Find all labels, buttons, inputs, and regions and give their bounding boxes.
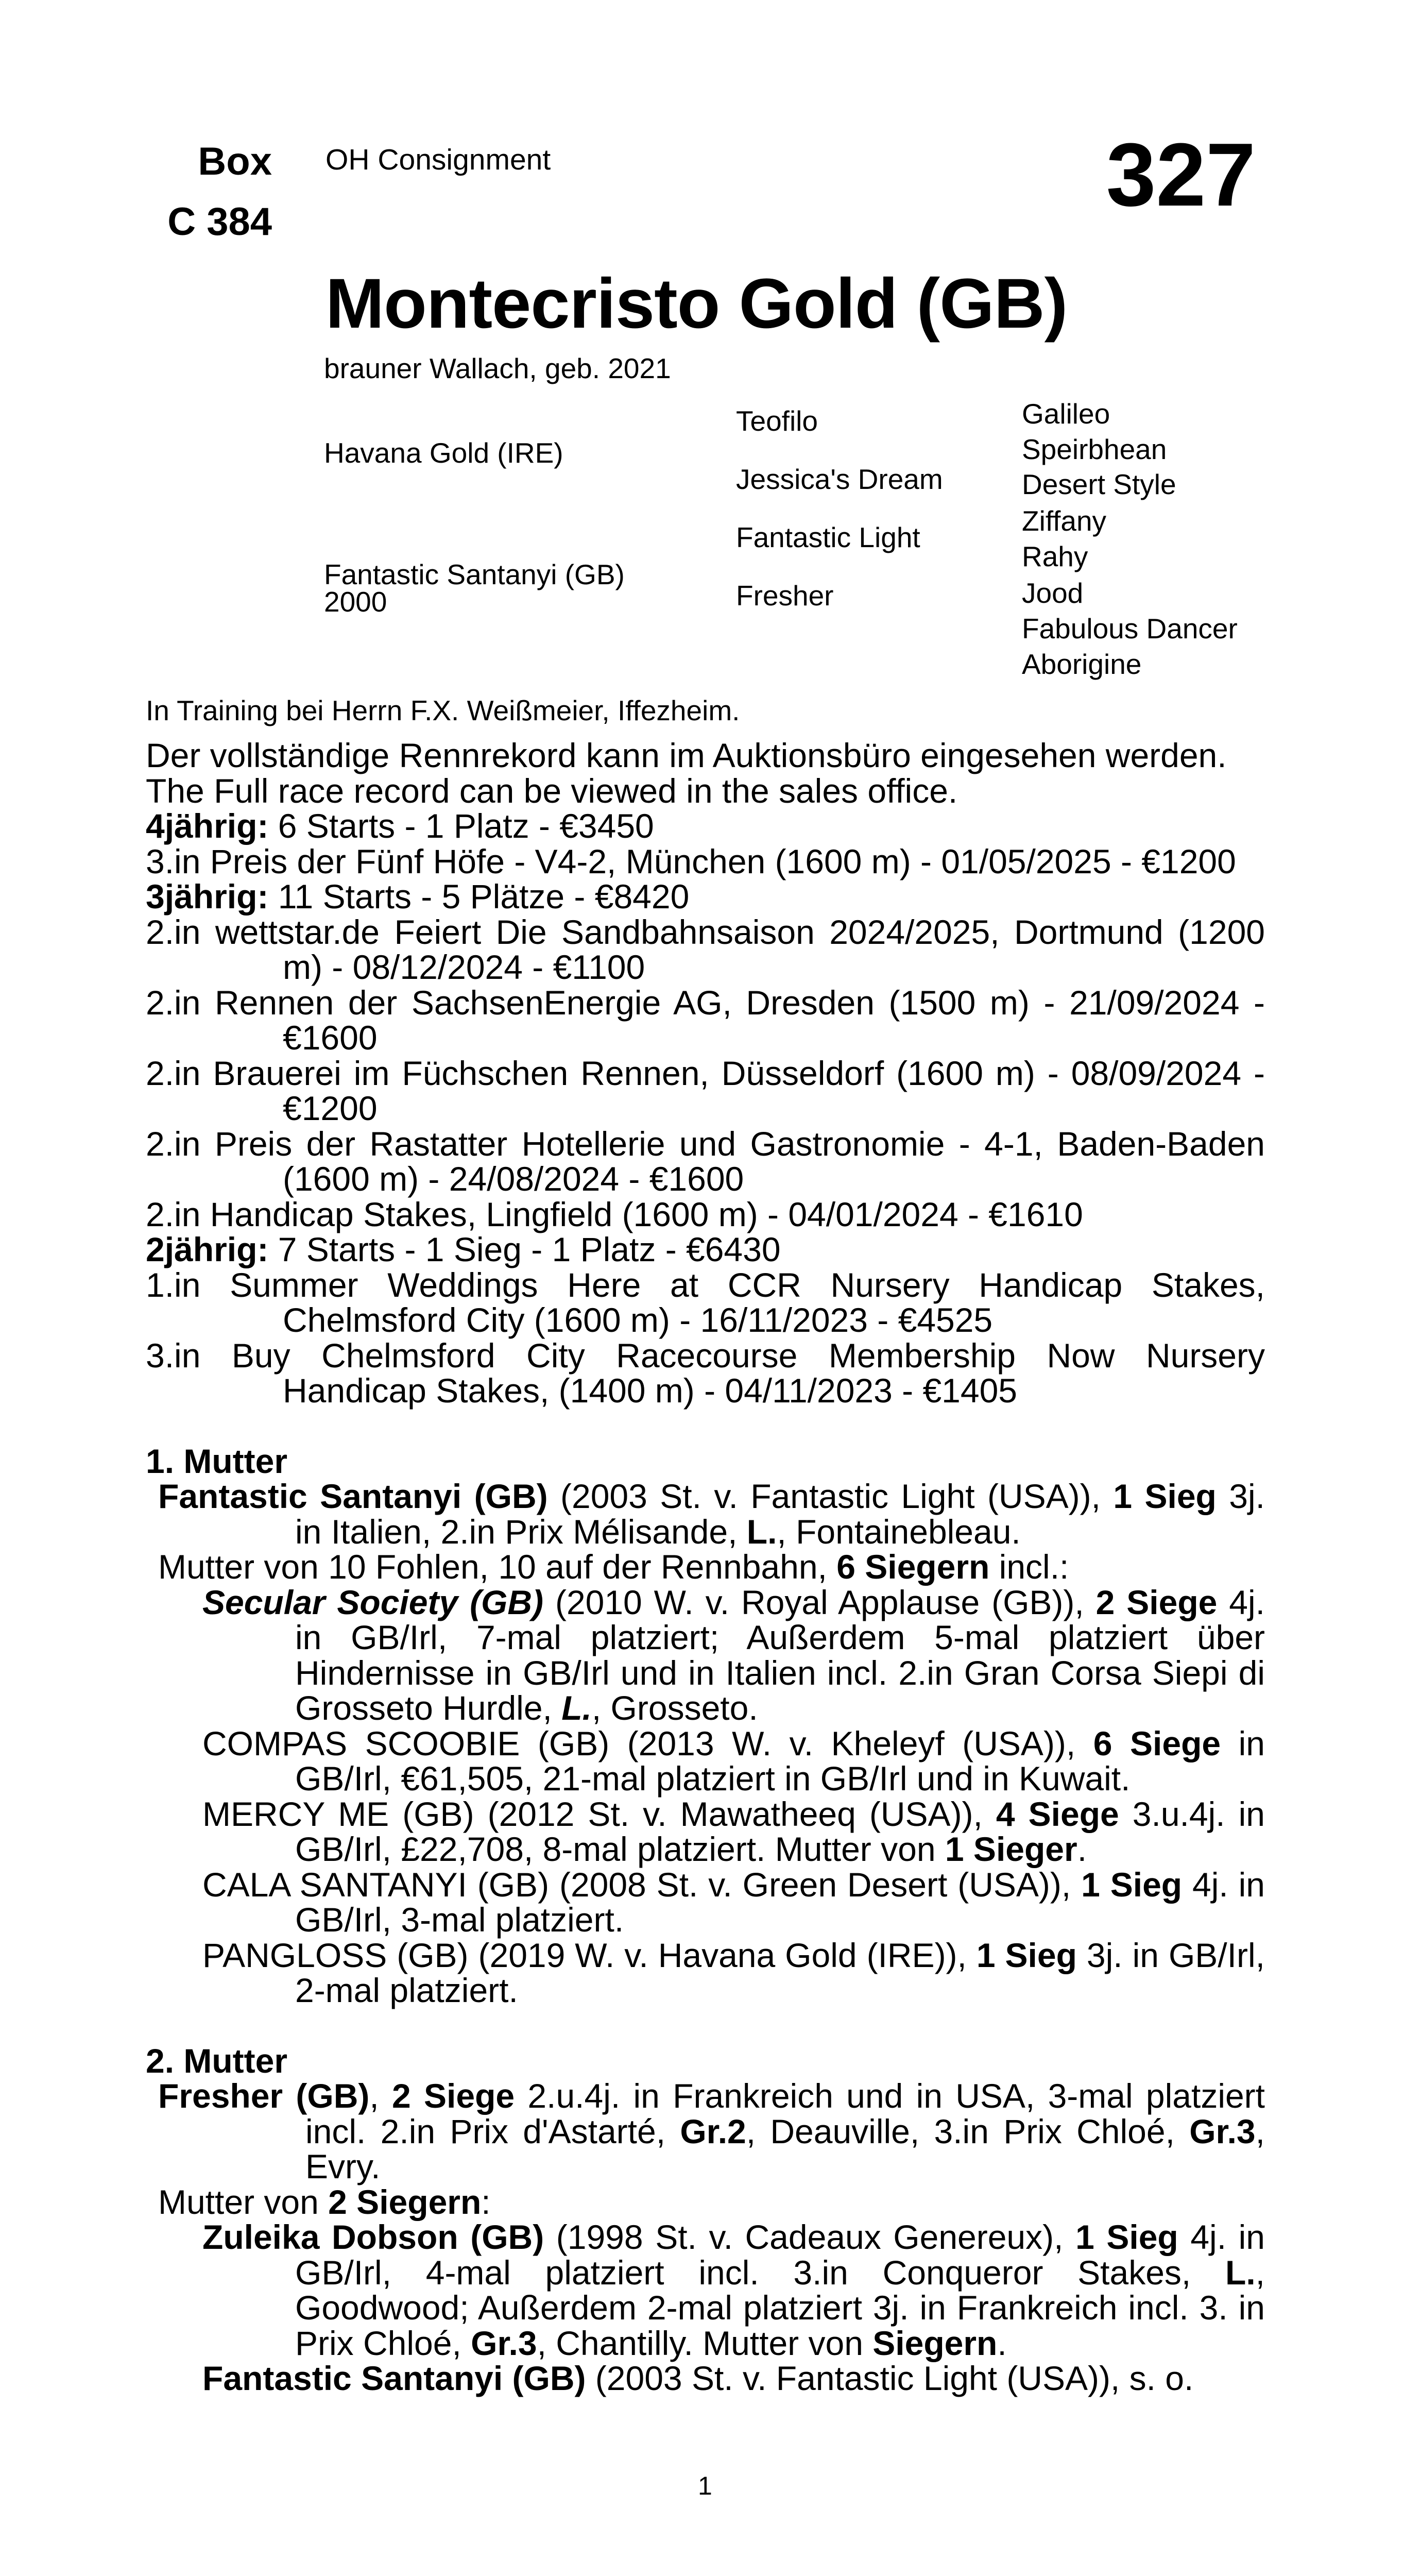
progeny-details: (2012 St. v. Mawatheeq (USA)), [474, 1794, 996, 1833]
progeny-wins: 4 Siege [996, 1794, 1119, 1833]
pedigree-sire-sire: Teofilo [736, 405, 818, 437]
second-dam-produce [146, 2184, 1265, 2220]
dam-record: , Deauville, 3.in Prix Chloé, [746, 2112, 1190, 2150]
progeny-details: (2010 W. v. Royal Applause (GB)), [543, 1583, 1096, 1621]
horse-description: brauner Wallach, geb. 2021 [324, 352, 671, 384]
progeny-wins: 1 Sieg [1075, 2218, 1178, 2256]
race-entry: 2.in Handicap Stakes, Lingfield (1600 m) - 04/01/2024 - €1610 [146, 1195, 1083, 1233]
progeny-record: , Chantilly. Mutter von [537, 2324, 873, 2362]
dam-name: Fantastic Santanyi (GB) [158, 1477, 548, 1515]
pedigree-gen3: Ziffany [1022, 505, 1107, 537]
produce-text: Mutter von 10 Fohlen, 10 auf der Rennbahn, [158, 1548, 837, 1586]
pedigree-gen3: Rahy [1022, 540, 1088, 572]
pedigree-gen3: Aborigine [1022, 648, 1142, 680]
race-entry: 2.in Brauerei im Füchschen Rennen, Düsseldorf (1600 m) - 08/09/2024 - €1200 [146, 1054, 1265, 1127]
dam-name: Fresher (GB) [158, 2077, 370, 2115]
listed-badge: L. [561, 1689, 592, 1727]
progeny-name: PANGLOSS (GB) [202, 1936, 469, 1974]
pedigree-dam-dam: Fresher [736, 580, 834, 612]
race-entry: 2.in Preis der Rastatter Hotellerie und Gastronomie - 4-1, Baden-Baden (1600 m) - 24/08/2024 - €1600 [146, 1124, 1265, 1198]
progeny-entry [146, 2361, 1265, 2396]
listed-badge: L. [1225, 2253, 1256, 2292]
progeny-record: in GB/Irl, €61,505, 21-mal platziert in GB/Irl und in Kuwait. [295, 1724, 1265, 1798]
pedigree-gen3: Fabulous Dancer [1022, 613, 1238, 645]
race-record-note-de: Der vollständige Rennrekord kann im Auktionsbüro eingesehen werden. [146, 736, 1227, 774]
season-summary [146, 808, 1265, 844]
progeny-entry [146, 1794, 1265, 1868]
first-dam-produce [146, 1549, 1265, 1585]
progeny-record: , Grosseto. [591, 1689, 758, 1727]
progeny-wins: 2 Siege [1095, 1583, 1218, 1621]
progeny-details: (2019 W. v. Havana Gold (IRE)), [468, 1936, 977, 1974]
progeny-winners: Siegern [872, 2324, 998, 2362]
progeny-name: CALA SANTANYI (GB) [202, 1865, 550, 1904]
produce-text: : [481, 2182, 491, 2221]
season-summary [146, 879, 1265, 914]
consignor: OH Consignment [326, 143, 551, 176]
progeny-details: (2008 St. v. Green Desert (USA)), [549, 1865, 1082, 1904]
box-label: Box [198, 140, 272, 183]
first-dam-heading: 1. Mutter [146, 1442, 288, 1480]
progeny-name: Fantastic Santanyi (GB) [202, 2359, 586, 2397]
box-number: C 384 [167, 200, 272, 244]
pedigree-dam-sire: Fantastic Light [736, 521, 920, 553]
race-record [146, 738, 1265, 2396]
pedigree-gen3: Speirbhean [1022, 433, 1167, 465]
season-label: 3jährig: [146, 877, 269, 916]
season-stats: 6 Starts - 1 Platz - €3450 [268, 807, 654, 845]
progeny-wins: 6 Siege [1093, 1724, 1221, 1762]
pedigree-gen3: Galileo [1022, 398, 1110, 430]
grade-badge: Gr.2 [680, 2112, 746, 2150]
progeny-record: , Goodwood; Außerdem 2-mal platziert 3j. in Frankreich incl. 3. in Prix Chloé, [295, 2253, 1265, 2362]
progeny-details: (2003 St. v. Fantastic Light (USA)), s. o. [586, 2359, 1194, 2397]
race-entry: 3.in Preis der Fünf Höfe - V4-2, München (1600 m) - 01/05/2025 - €1200 [146, 842, 1236, 880]
pedigree-gen3: Jood [1022, 577, 1084, 609]
dam-record: 2.u.4j. in Frankreich und in USA, 3-mal platziert incl. 2.in Prix d'Astarté, [305, 2077, 1265, 2150]
season-label: 2jährig: [146, 1230, 269, 1268]
season-summary [146, 1232, 1265, 1267]
season-stats: 7 Starts - 1 Sieg - 1 Platz - €6430 [268, 1230, 781, 1268]
race-record-note-en: The Full race record can be viewed in the sales office. [146, 771, 958, 810]
progeny-entry [146, 1585, 1265, 1726]
progeny-record: . [1077, 1830, 1087, 1868]
progeny-winners: 1 Sieger [945, 1830, 1077, 1868]
produce-winners: 2 Siegern [328, 2182, 482, 2221]
progeny-wins: 1 Sieg [976, 1936, 1077, 1974]
progeny-name: COMPAS SCOOBIE (GB) [202, 1724, 610, 1762]
dam-wins: 1 Sieg [1113, 1477, 1217, 1515]
produce-text: incl.: [989, 1548, 1069, 1586]
produce-text: Mutter von [158, 2182, 329, 2221]
produce-winners: 6 Siegern [836, 1548, 990, 1586]
pedigree-dam-year: 2000 [324, 586, 387, 618]
progeny-record: 4j. in GB/Irl, 3-mal platziert. [295, 1865, 1265, 1939]
grade-badge: Gr.3 [471, 2324, 537, 2362]
listed-badge: L. [746, 1512, 777, 1551]
first-dam-entry [146, 1479, 1265, 1549]
page-number: 1 [698, 2471, 712, 2500]
training-info: In Training bei Herrn F.X. Weißmeier, Iffezheim. [146, 694, 740, 726]
race-entry: 2.in Rennen der SachsenEnergie AG, Dresden (1500 m) - 21/09/2024 - €1600 [146, 983, 1265, 1057]
second-dam-heading: 2. Mutter [146, 2041, 288, 2080]
dam-details: (2003 St. v. Fantastic Light (USA)), [547, 1477, 1114, 1515]
progeny-name: Zuleika Dobson (GB) [202, 2218, 544, 2256]
dam-record: 3j. in Italien, 2.in Prix Mélisande, [295, 1477, 1265, 1551]
season-stats: 11 Starts - 5 Plätze - €8420 [268, 877, 690, 916]
progeny-name: MERCY ME (GB) [202, 1794, 474, 1833]
race-entry: 2.in wettstar.de Feiert Die Sandbahnsaison 2024/2025, Dortmund (1200 m) - 08/12/2024 - €1100 [146, 912, 1265, 986]
separator: , [369, 2077, 392, 2115]
grade-badge: Gr.3 [1189, 2112, 1256, 2150]
race-entry: 1.in Summer Weddings Here at CCR Nursery Handicap Stakes, Chelmsford City (1600 m) - 16/11/2023 - €4525 [146, 1265, 1265, 1339]
progeny-name: Secular Society (GB) [202, 1583, 544, 1621]
progeny-details: (2013 W. v. Kheleyf (USA)), [609, 1724, 1093, 1762]
progeny-entry [146, 1726, 1265, 1797]
progeny-entry [146, 1938, 1265, 2008]
progeny-wins: 1 Sieg [1081, 1865, 1183, 1904]
progeny-record: 4j. in GB/Irl, 4-mal platziert incl. 3.in Conqueror Stakes, [295, 2218, 1265, 2292]
pedigree-sire-dam: Jessica's Dream [736, 463, 943, 495]
progeny-record: 4j. in GB/Irl, 7-mal platziert; Außerdem 5-mal platziert über Hindernisse in GB/Irl und in Italien incl. 2.in Gran Corsa Siepi di Grosseto Hurdle, [295, 1583, 1265, 1727]
race-entry: 3.in Buy Chelmsford City Racecourse Membership Now Nursery Handicap Stakes, (1400 m) - 04/11/2023 - €1405 [146, 1336, 1265, 1410]
pedigree-dam: Fantastic Santanyi (GB) [324, 558, 625, 590]
lot-number: 327 [1106, 124, 1256, 225]
dam-record: , Fontainebleau. [777, 1512, 1021, 1551]
dam-wins: 2 Siege [392, 2077, 515, 2115]
horse-name: Montecristo Gold (GB) [326, 264, 1068, 343]
season-label: 4jährig: [146, 807, 269, 845]
pedigree-sire: Havana Gold (IRE) [324, 437, 563, 469]
progeny-record: 3j. in GB/Irl, 2-mal platziert. [295, 1936, 1265, 2009]
pedigree-gen3: Desert Style [1022, 468, 1176, 500]
progeny-entry [146, 1867, 1265, 1938]
second-dam-entry [146, 2078, 1265, 2184]
dam-record: , Evry. [305, 2112, 1265, 2185]
progeny-record: 3.u.4j. in GB/Irl, £22,708, 8-mal platziert. Mutter von [295, 1794, 1265, 1868]
progeny-record: . [997, 2324, 1007, 2362]
progeny-details: (1998 St. v. Cadeaux Genereux), [544, 2218, 1076, 2256]
progeny-entry [146, 2219, 1265, 2361]
